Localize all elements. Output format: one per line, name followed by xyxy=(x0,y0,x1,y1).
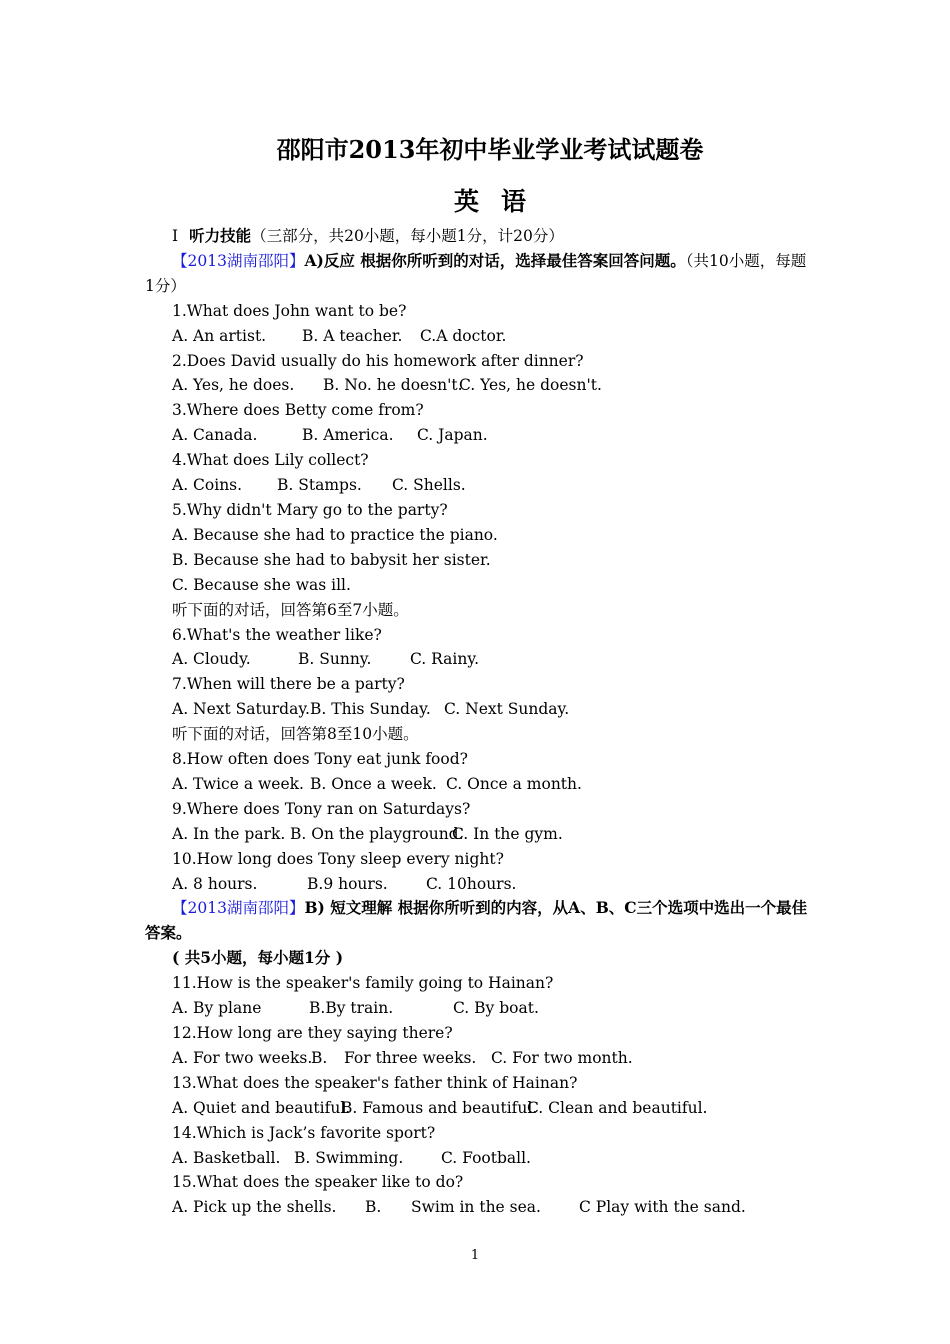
question: 7.When will there be a party? xyxy=(172,675,405,694)
option: A. In the park. xyxy=(172,824,286,843)
option: B.By train. xyxy=(309,999,394,1018)
options-row xyxy=(145,996,815,1021)
option: A. Quiet and beautiful. xyxy=(172,1098,351,1117)
option: A. By plane xyxy=(172,999,262,1018)
question: 12.How long are they saying there? xyxy=(172,1024,453,1042)
question: 11.How is the speaker's family going to Hainan? xyxy=(172,974,554,993)
option: B. xyxy=(311,1048,328,1067)
options-row xyxy=(145,772,815,797)
option: C. Rainy. xyxy=(410,650,479,669)
option: A. Next Saturday. xyxy=(172,700,310,719)
subject-char-1: 英 xyxy=(453,187,479,216)
part-a-note: （共10小题，每题1分） xyxy=(145,251,807,295)
option: C. Clean and beautiful. xyxy=(527,1098,708,1117)
option: A. Because she had to practice the piano. xyxy=(172,525,498,544)
option: B. xyxy=(365,1198,382,1217)
option: A. For two weeks. xyxy=(172,1048,313,1067)
group-instruction: 听下面的对话，回答第8至10小题。 xyxy=(172,725,419,744)
option: B. No. he doesn't. xyxy=(323,376,463,395)
part-a-heading xyxy=(145,249,815,299)
option: B. America. xyxy=(302,426,394,445)
section-heading xyxy=(145,224,815,249)
option: B. Once a week. xyxy=(310,774,437,793)
options-row xyxy=(145,697,815,722)
option: B. Sunny. xyxy=(298,650,372,669)
question: 1.What does John want to be? xyxy=(172,301,407,320)
option: B. This Sunday. xyxy=(310,700,431,719)
question: 3.Where does Betty come from? xyxy=(172,401,424,420)
option: B.9 hours. xyxy=(307,874,388,893)
options-row xyxy=(145,1096,815,1121)
options-row xyxy=(145,423,815,448)
options-row xyxy=(145,647,815,672)
option: B. Famous and beautiful. xyxy=(341,1098,538,1117)
section-note: （三部分，共20小题，每小题1分，计20分） xyxy=(251,227,564,245)
option: A. Basketball. xyxy=(172,1148,281,1167)
option: A. Pick up the shells. xyxy=(172,1198,337,1217)
question: 5.Why didn't Mary go to the party? xyxy=(172,500,448,519)
group-instruction: 听下面的对话，回答第6至7小题。 xyxy=(172,600,409,619)
option: C. Shells. xyxy=(392,476,466,495)
option: B. Because she had to babysit her sister. xyxy=(172,550,491,569)
option: Swim in the sea. xyxy=(411,1198,541,1217)
option: B. On the playground. xyxy=(290,824,464,843)
option: C Play with the sand. xyxy=(579,1198,746,1217)
source-tag: 【2013湖南邵阳】 xyxy=(172,899,305,918)
options-row xyxy=(145,1146,815,1171)
option: B. Swimming. xyxy=(294,1148,404,1167)
options-row xyxy=(145,822,815,847)
exam-content xyxy=(145,224,815,1220)
part-b-title: B) 短文理解 根据你所听到的内容，从A、B、C三个选项中选出一个最佳答案。 xyxy=(145,898,808,943)
options-row xyxy=(145,473,815,498)
option: C. For two month. xyxy=(491,1048,633,1067)
option: B. Stamps. xyxy=(277,476,362,495)
option: C. In the gym. xyxy=(452,824,563,843)
options-row xyxy=(145,373,815,398)
question: 4.What does Lily collect? xyxy=(172,451,369,470)
part-b-note: ( 共5小题，每小题1分 ) xyxy=(172,948,344,968)
subject-heading xyxy=(0,182,950,218)
option: C. Once a month. xyxy=(446,774,582,793)
option: C. Japan. xyxy=(417,426,488,445)
option: C. 10hours. xyxy=(426,874,517,893)
option: C.A doctor. xyxy=(420,326,507,345)
option: A. Yes, he does. xyxy=(172,376,295,395)
section-name: 听力技能 xyxy=(189,226,252,245)
question: 6.What's the weather like? xyxy=(172,625,382,644)
option: C. By boat. xyxy=(453,999,539,1018)
option: A. Twice a week. xyxy=(172,774,304,793)
options-row xyxy=(145,324,815,349)
option: A. Coins. xyxy=(172,476,243,495)
exam-title: 邵阳市2013年初中毕业学业考试试题卷 xyxy=(276,135,704,164)
question: 13.What does the speaker's father think of Hainan? xyxy=(172,1073,578,1092)
options-row xyxy=(145,1046,815,1071)
option: A. An artist. xyxy=(172,326,267,345)
option: C. Because she was ill. xyxy=(172,575,351,594)
option: C. Next Sunday. xyxy=(444,700,570,719)
option: A. 8 hours. xyxy=(172,874,258,893)
section-roman: Ⅰ xyxy=(172,227,179,245)
option: A. Cloudy. xyxy=(172,650,251,669)
option: B. A teacher. xyxy=(302,326,403,345)
question: 2.Does David usually do his homework after dinner? xyxy=(172,351,584,370)
question: 10.How long does Tony sleep every night? xyxy=(172,849,504,868)
part-a-title: A)反应 根据你所听到的对话，选择最佳答案回答问题。 xyxy=(304,250,686,270)
option: C. Yes, he doesn't. xyxy=(459,376,602,395)
question: 14.Which is Jack’s favorite sport? xyxy=(172,1123,436,1142)
options-row xyxy=(145,1195,815,1220)
page-number: 1 xyxy=(470,1248,480,1263)
option: A. Canada. xyxy=(172,426,258,445)
question: 15.What does the speaker like to do? xyxy=(172,1173,464,1192)
options-row xyxy=(145,872,815,897)
option: C. Football. xyxy=(441,1148,531,1167)
subject-char-2: 语 xyxy=(501,187,527,216)
option: For three weeks. xyxy=(344,1048,477,1067)
source-tag: 【2013湖南邵阳】 xyxy=(172,251,305,270)
question: 8.How often does Tony eat junk food? xyxy=(172,750,468,769)
part-b-heading xyxy=(145,896,815,946)
question: 9.Where does Tony ran on Saturdays? xyxy=(172,799,471,818)
